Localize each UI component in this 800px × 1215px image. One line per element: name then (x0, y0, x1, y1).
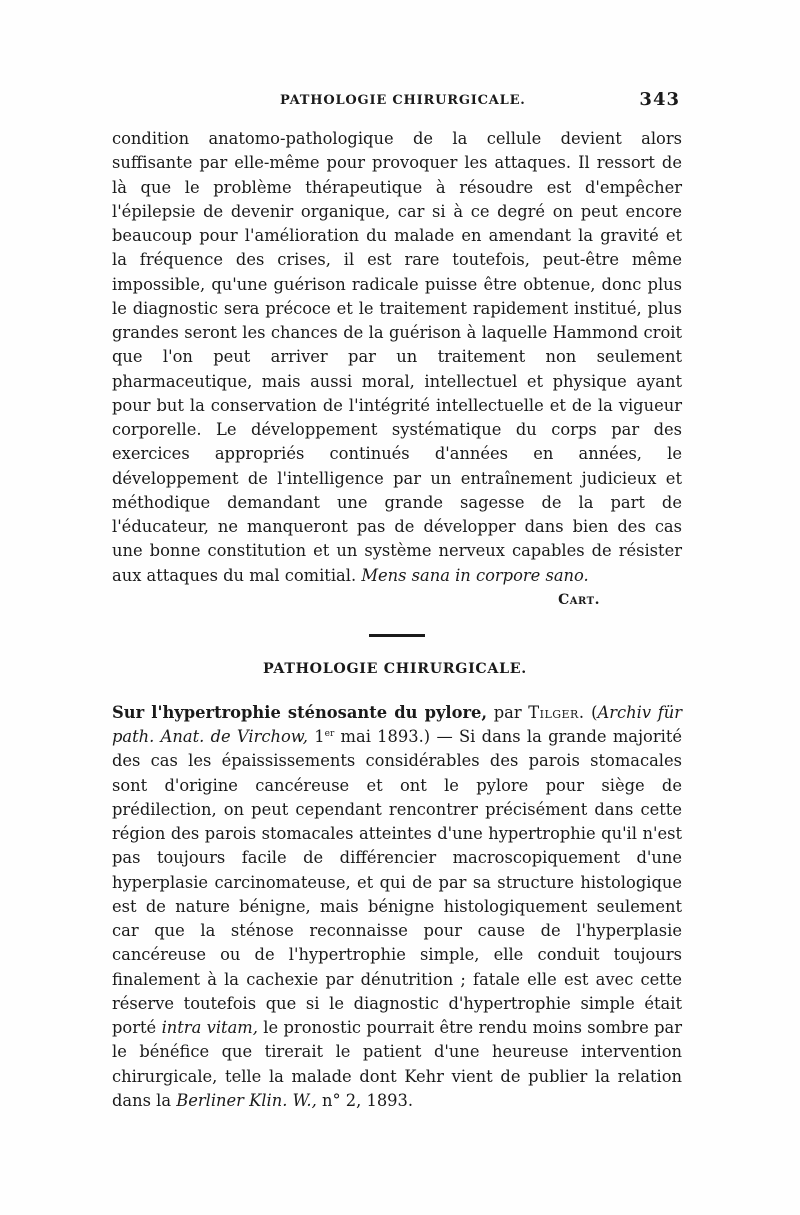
page-number: 343 (639, 89, 680, 110)
article-body-3: n° 2, 1893. (316, 1090, 414, 1110)
continuation-paragraph (112, 127, 682, 588)
running-title: PATHOLOGIE CHIRURGICALE. (280, 93, 526, 108)
article-body-2: le pronostic pourrait être rendu moins sombre par le bénéfice que tirerait le patient d'une heureuse intervention chirurgicale, telle la malade dont Kehr vient de publier la relation dans la (112, 1018, 683, 1110)
intra-vitam: intra vitam, (161, 1018, 258, 1037)
article-body-1: — Si dans la grande majorité des cas les épaississements considérables des parois stomacales sont d'origine cancéreuse et ont le pylore pour siège de prédilection, on peut cependant rencontrer précisément dans cette région des parois stomacales atteintes d'une hypertrophie qu'il n'est pas toujours facile de différencier macroscopiquement d'une hyperplasie carcinomateuse, et qui de par sa structure histologique est de nature bénigne, mais bénigne histologiquement seulement car que la sténose reconnaisse pour cause de l'hyperplasie cancéreuse ou de l'hypertrophie simple, elle conduit toujours finalement à la cachexie par dénutrition ; fatale elle est avec cette réserve toutefois que si le diagnostic d'hypertrophie simple était porté (112, 727, 683, 1037)
article-paragraph (112, 701, 682, 1113)
article-by: par (487, 702, 529, 722)
citation-day: 1 (307, 727, 325, 746)
journal-name: Archiv für path. Anat. de Virchow, (112, 702, 682, 746)
berliner-journal: Berliner Klin. W., (176, 1090, 317, 1110)
section-divider (369, 634, 425, 637)
section-title: PATHOLOGIE CHIRURGICALE. (263, 660, 527, 677)
continuation-text: condition anatomo-pathologique de la cellule devient alors suffisante par elle-même pour provoquer les attaques. Il ressort de là que le problème thérapeutique à résoudre est d'empêcher l'épilepsie de devenir organique, car si à ce degré on peut encore beaucoup pour l'amélioration du malade en amendant la gravité et la fréquence des crises, il est rare toutefois, peut-être même impossible, qu'une guérison radicale puisse être obtenue, donc plus le diagnostic sera précoce et le traitement rapidement institué, plus grandes seront les chances de la guérison à laquelle Hammond croit que l'on peut arriver par un traitement non seulement pharmaceutique, mais aussi moral, intellectuel et physique ayant pour but la conservation de l'intégrité intellectuelle et de la vigueur corporelle. Le développement systématique du corps par des exercices appropriés continués d'années en années, le développement de l'intelligence par un entraînement judicieux et méthodique demandant une grande sagesse de la part de l'éducateur, ne manqueront pas de développer dans bien des cas une bonne constitution et un système nerveux capables de résister aux attaques du mal comitial. (112, 129, 682, 585)
citation-day-suffix: er (324, 729, 335, 739)
author-signature: Cart. (558, 591, 600, 608)
article-author: Tilger. (528, 702, 585, 722)
latin-motto: Mens sana in corpore sano. (361, 565, 589, 585)
running-header (112, 89, 682, 119)
article-title: Sur l'hypertrophie sténosante du pylore, (112, 702, 488, 722)
citation-date: mai 1893.) (334, 727, 431, 746)
citation-open: ( (584, 702, 598, 722)
book-page (112, 89, 683, 1113)
